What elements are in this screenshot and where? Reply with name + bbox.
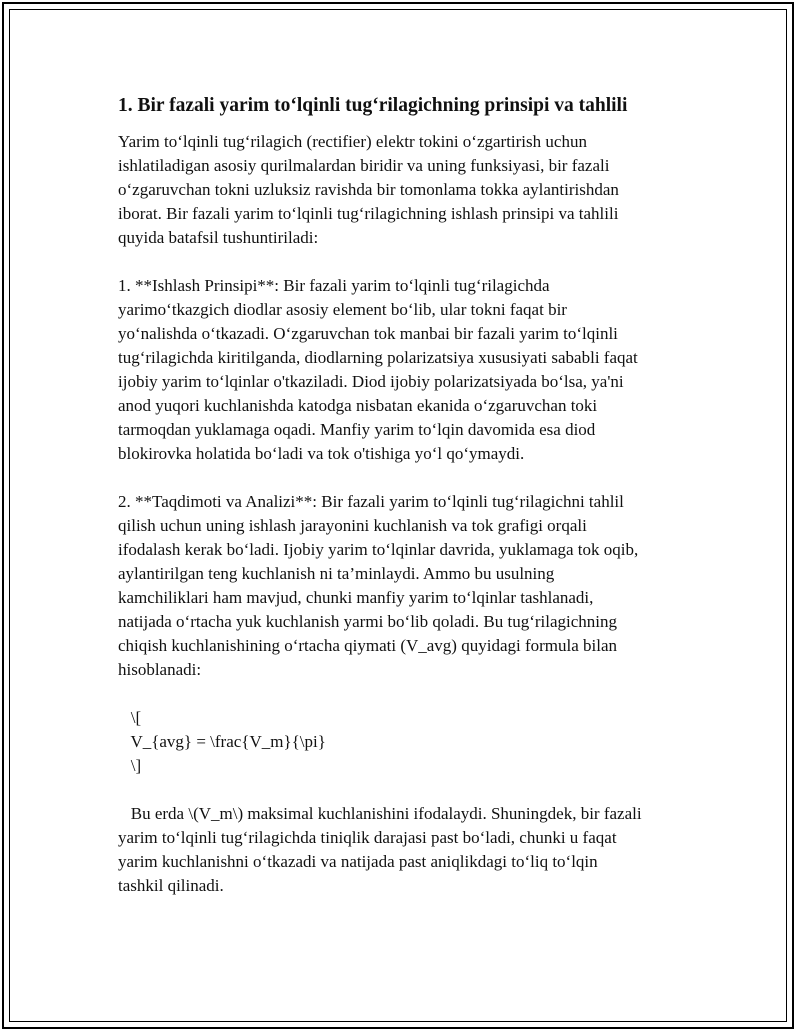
section-1-paragraph: [118, 274, 698, 466]
text-line: tarmoqdan yuklamaga oqadi. Manfiy yarim to‘lqin davomida esa diod: [118, 420, 596, 439]
formula-block: [118, 706, 698, 778]
intro-paragraph: [118, 130, 698, 250]
text-line: qilish uchun uning ishlash jarayonini kuchlanish va tok grafigi orqali: [118, 516, 587, 535]
text-line: natijada o‘rtacha yuk kuchlanish yarmi bo‘lib qoladi. Bu tug‘rilagichning: [118, 612, 618, 631]
paragraph-gap: [118, 250, 698, 274]
text-line: aylantirilgan teng kuchlanish ni ta’minlaydi. Ammo bu usulning: [118, 564, 555, 583]
text-line: chiqish kuchlanishining o‘rtacha qiymati (V_avg) quyidagi formula bilan: [118, 636, 618, 655]
text-line: yarim kuchlanishni o‘tkazadi va natijada past aniqlikdagi to‘liq to‘lqin: [118, 852, 598, 871]
text-line: 2. **Taqdimoti va Analizi**: Bir fazali yarim to‘lqinli tug‘rilagichni tahlil: [118, 492, 624, 511]
text-line: 1. **Ishlash Prinsipi**: Bir fazali yarim to‘lqinli tug‘rilagichda: [118, 276, 550, 295]
text-line: tashkil qilinadi.: [118, 876, 224, 895]
closing-paragraph: [118, 802, 698, 898]
text-line: yarimo‘tkazgich diodlar asosiy element bo‘lib, ular tokni faqat bir: [118, 300, 567, 319]
text-line: yarim to‘lqinli tug‘rilagichda tiniqlik darajasi past bo‘ladi, chunki u faqat: [118, 828, 617, 847]
paragraph-gap: [118, 466, 698, 490]
text-line: ifodalash kerak bo‘ladi. Ijobiy yarim to‘lqinlar davrida, yuklamaga tok oqib,: [118, 540, 639, 559]
text-line: ijobiy yarim to‘lqinlar o'tkaziladi. Diod ijobiy polarizatsiyada bo‘lsa, ya'ni: [118, 372, 624, 391]
text-line: quyida batafsil tushuntiriladi:: [118, 228, 319, 247]
text-line: tug‘rilagichda kiritilganda, diodlarning polarizatsiya xususiyati sababli faqat: [118, 348, 638, 367]
text-line: Yarim to‘lqinli tug‘rilagich (rectifier) elektr tokini o‘zgartirish uchun: [118, 132, 587, 151]
formula-line: \]: [118, 756, 142, 775]
text-line: ishlatiladigan asosiy qurilmalardan biridir va uning funksiyasi, bir fazali: [118, 156, 610, 175]
document-body: [118, 92, 698, 898]
text-line: blokirovka holatida bo‘ladi va tok o'tishiga yo‘l qo‘ymaydi.: [118, 444, 525, 463]
text-line: iborat. Bir fazali yarim to‘lqinli tug‘rilagichning ishlash prinsipi va tahlili: [118, 204, 619, 223]
formula-line: V_{avg} = \frac{V_m}{\pi}: [118, 732, 326, 751]
text-line: Bu erda \(V_m\) maksimal kuchlanishini ifodalaydi. Shuningdek, bir fazali: [118, 804, 642, 823]
text-line: kamchiliklari ham mavjud, chunki manfiy yarim to‘lqinlar tashlanadi,: [118, 588, 594, 607]
section-heading: 1. Bir fazali yarim to‘lqinli tug‘rilagichning prinsipi va tahlili: [118, 95, 628, 116]
text-line: hisoblanadi:: [118, 660, 202, 679]
text-line: anod yuqori kuchlanishda katodga nisbatan ekanida o‘zgaruvchan toki: [118, 396, 598, 415]
text-line: yo‘nalishda o‘tkazadi. O‘zgaruvchan tok manbai bir fazali yarim to‘lqinli: [118, 324, 618, 343]
formula-line: \[: [118, 708, 142, 727]
paragraph-gap: [118, 682, 698, 706]
section-2-paragraph: [118, 490, 698, 682]
text-line: o‘zgaruvchan tokni uzluksiz ravishda bir tomonlama tokka aylantirishdan: [118, 180, 619, 199]
paragraph-gap: [118, 778, 698, 802]
